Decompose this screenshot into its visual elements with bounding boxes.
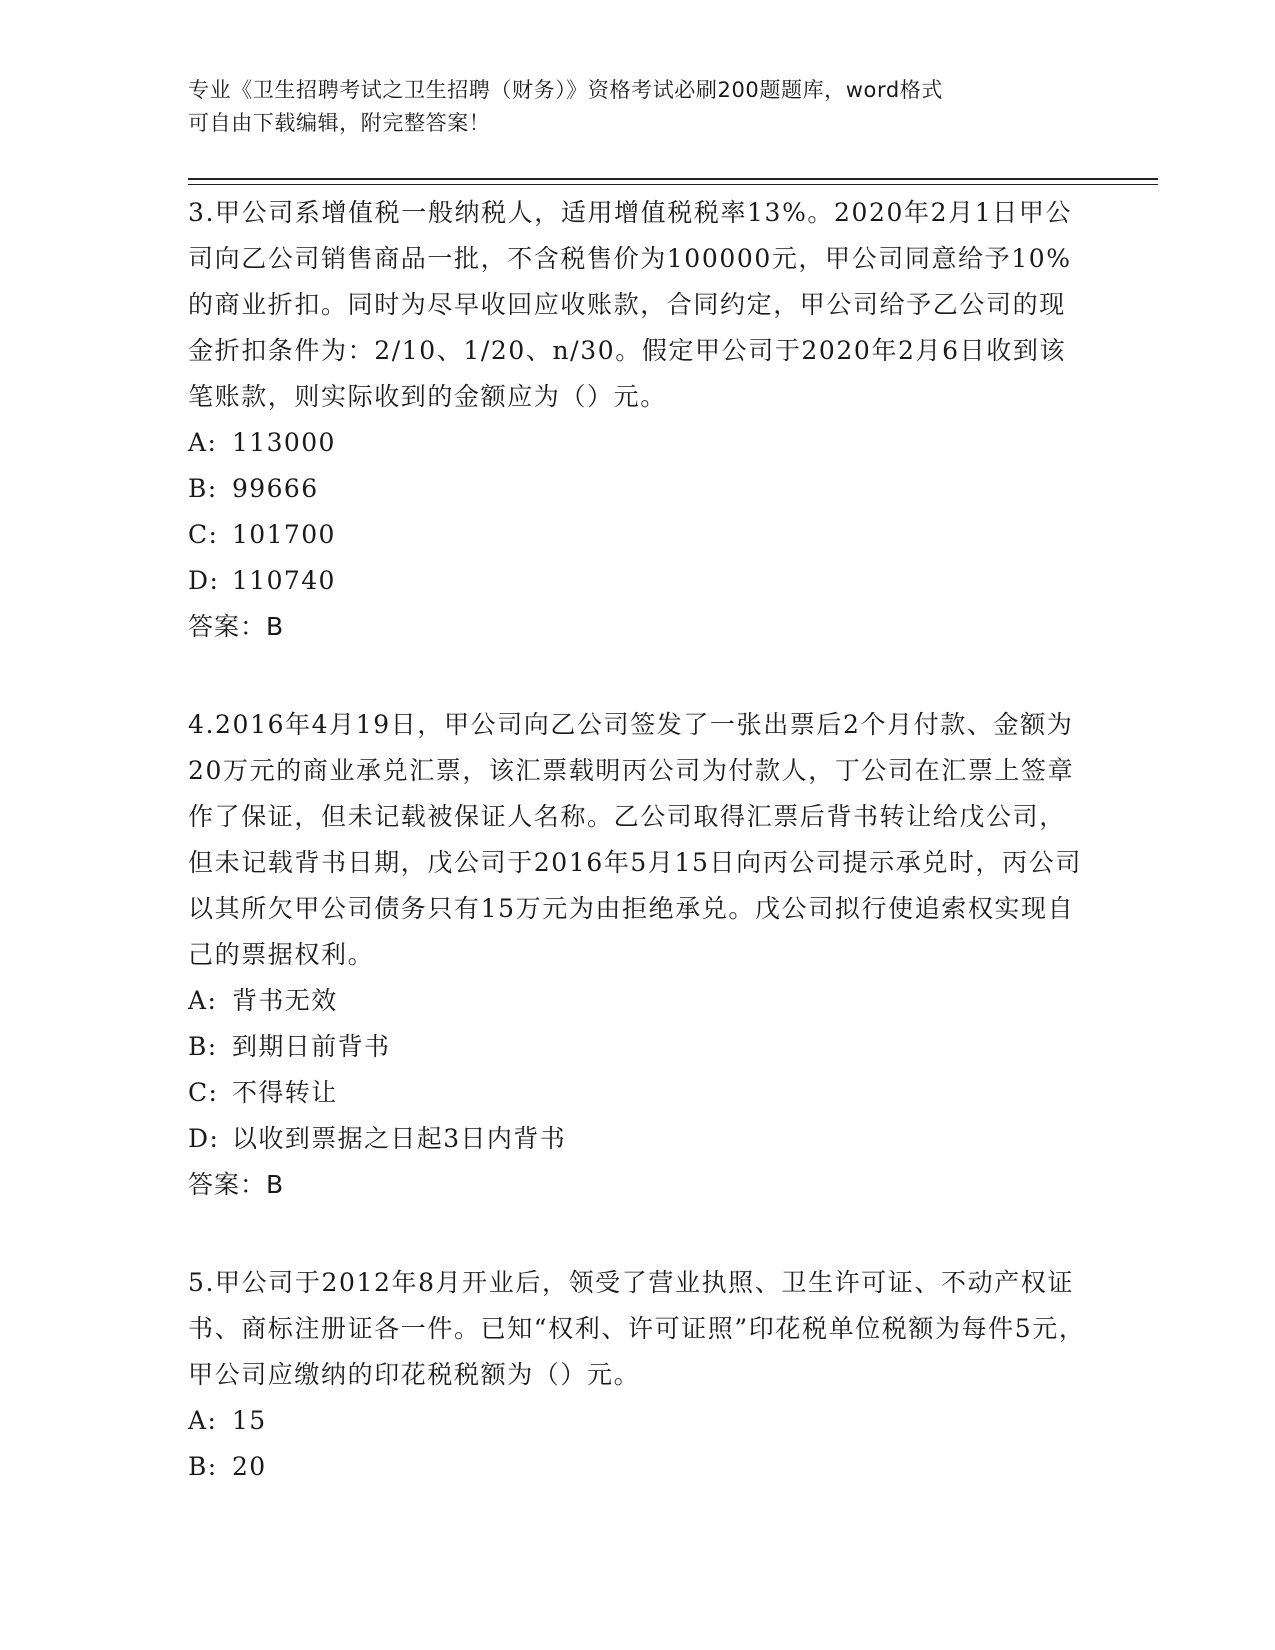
question-stem: 3.甲公司系增值税一般纳税人，适用增值税税率13%。2020年2月1日甲公司向乙公司销售商品一批，不含税售价为100000元，甲公司同意给予10%的商业折扣。同时为尽早收回应收账款，合同约定，甲公司给予乙公司的现金折扣条件为：2/10、1/20、n/30。假定甲公司于2020年2月6日收到该笔账款，则实际收到的金额应为（）元。 (188, 198, 1073, 411)
option-letter: B: (188, 1452, 218, 1481)
option-text: 不得转让 (232, 1078, 338, 1107)
question-list (188, 190, 1088, 1542)
question-stem: 4.2016年4月19日，甲公司向乙公司签发了一张出票后2个月付款、金额为20万元的商业承兑汇票，该汇票载明丙公司为付款人，丁公司在汇票上签章作了保证，但未记载被保证人名称。乙公司取得汇票后背书转让给戊公司，但未记载背书日期，戊公司于2016年5月15日向丙公司提示承兑时，丙公司以其所欠甲公司债务只有15万元为由拒绝承兑。戊公司拟行使追索权实现自己的票据权利。 (188, 710, 1082, 969)
option-letter: D: (188, 566, 220, 595)
option-text: 以收到票据之日起3日内背书 (232, 1124, 567, 1153)
option-a (188, 1398, 1088, 1444)
option-text: 背书无效 (232, 986, 338, 1015)
option-text: 113000 (232, 428, 336, 457)
answer-line: 答案：B (188, 612, 285, 641)
option-b (188, 466, 1088, 512)
option-letter: A: (188, 1406, 218, 1435)
option-text: 101700 (232, 520, 336, 549)
option-letter: B: (188, 474, 218, 503)
option-b (188, 1444, 1088, 1490)
document-header (188, 74, 1068, 140)
option-letter: A: (188, 428, 218, 457)
option-text: 99666 (232, 474, 319, 503)
option-letter: A: (188, 986, 218, 1015)
option-letter: C: (188, 520, 219, 549)
question-stem: 5.甲公司于2012年8月开业后，领受了营业执照、卫生许可证、不动产权证书、商标注册证各一件。已知“权利、许可证照”印花税单位税额为每件5元，甲公司应缴纳的印花税税额为（）元。 (188, 1268, 1086, 1389)
option-d (188, 558, 1088, 604)
option-d (188, 1116, 1088, 1162)
header-line-2: 可自由下载编辑，附完整答案！ (188, 111, 491, 135)
question-5 (188, 1260, 1088, 1490)
option-c (188, 1070, 1088, 1116)
option-text: 到期日前背书 (232, 1032, 391, 1061)
header-divider-thin (188, 184, 1158, 185)
header-line-1: 专业《卫生招聘考试之卫生招聘（财务）》资格考试必刷200题题库，word格式 (188, 78, 943, 102)
option-text: 110740 (232, 566, 336, 595)
option-b (188, 1024, 1088, 1070)
header-divider-thick (188, 178, 1158, 180)
option-letter: D: (188, 1124, 220, 1153)
question-3 (188, 190, 1088, 650)
option-letter: C: (188, 1078, 219, 1107)
option-c (188, 512, 1088, 558)
option-letter: B: (188, 1032, 218, 1061)
question-4 (188, 702, 1088, 1208)
option-a (188, 978, 1088, 1024)
option-text: 15 (232, 1406, 267, 1435)
answer-line: 答案：B (188, 1170, 285, 1199)
option-a (188, 420, 1088, 466)
option-text: 20 (232, 1452, 267, 1481)
